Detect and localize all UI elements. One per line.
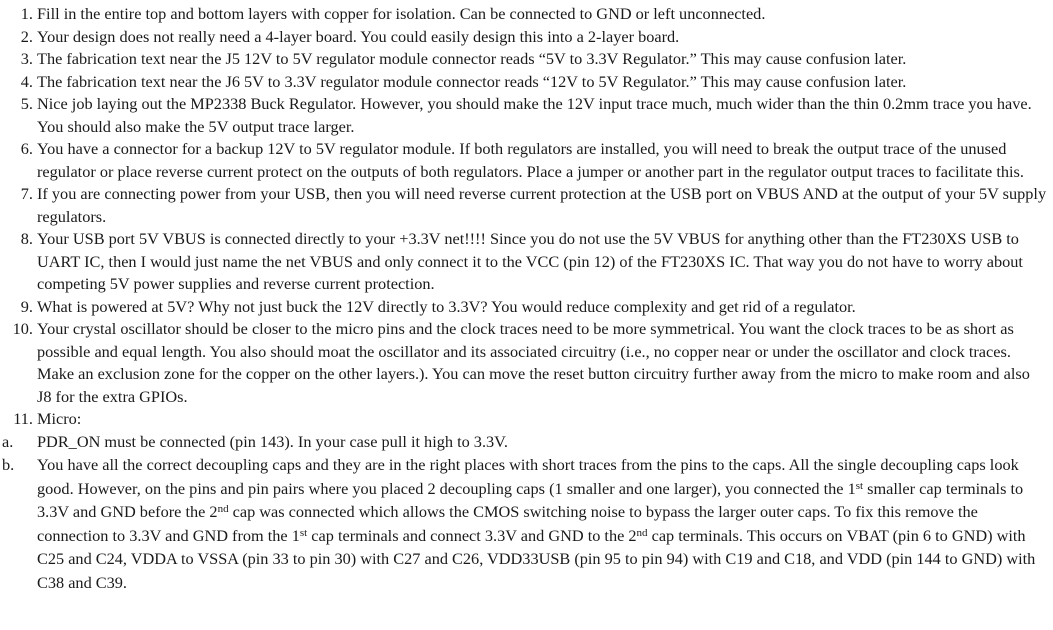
list-text: Your design does not really need a 4-layer board. You could easily design this into a 2-layer board. — [37, 26, 680, 46]
sub-letter: a. — [2, 431, 14, 451]
superscript: nd — [636, 526, 648, 539]
list-item — [0, 71, 1053, 94]
sub-text: PDR_ON must be connected (pin 143). In your case pull it high to 3.3V. — [37, 431, 508, 451]
superscript: st — [299, 526, 308, 539]
list-number: 6. — [20, 139, 33, 158]
list-text: Fill in the entire top and bottom layers with copper for isolation. Can be connected to GND or left unconnected. — [37, 4, 766, 23]
list-number: 2. — [20, 26, 33, 46]
sub-item — [0, 453, 1053, 594]
list-item — [0, 138, 1053, 183]
list-number: 7. — [20, 184, 33, 203]
sub-item — [0, 431, 1053, 454]
list-number: 10. — [12, 319, 33, 338]
sub-text-part: smaller cap terminals to 3.3V and GND before the 2 — [37, 478, 1024, 521]
sub-text-part: You have all the correct decoupling caps and they are in the right places with short traces from the pins to the caps. All the single decoupling caps look good. However, on the pins and pin pairs where you placed 2 decoupling caps (1 smaller and one larger), you connected the 1 — [37, 455, 1019, 498]
sub-text-part: cap terminals. This occurs on VBAT (pin 6 to GND) with C25 and C24, VDDA to VSSA (pin 33 to pin 30) with C27 and C26, VDD33USB (pin 95 to pin 94) with C19 and C18, and VDD (pin 144 to GND) with C38 and C39. — [37, 525, 1036, 592]
list-text: What is powered at 5V? Why not just buck the 12V directly to 3.3V? You would reduce complexity and get rid of a regulator. — [37, 296, 856, 316]
superscript: st — [855, 479, 864, 492]
list-item — [0, 93, 1053, 138]
list-item — [0, 48, 1053, 71]
list-item — [0, 228, 1053, 296]
list-text: Nice job laying out the MP2338 Buck Regulator. However, you should make the 12V input trace much, much wider than the thin 0.2mm trace you have. You should also make the 5V output trace larger. — [37, 94, 1032, 136]
list-number: 5. — [20, 94, 33, 113]
list-item — [0, 296, 1053, 319]
list-text: Your USB port 5V VBUS is connected directly to your +3.3V net!!!! Since you do not use the 5V VBUS for anything other than the FT230XS USB to UART IC, then I would just name the net VBUS and only connect it to the VCC (pin 12) of the FT230XS IC. That way you do not have to worry about competing 5V power supplies and reverse current protection. — [37, 229, 1023, 293]
list-number: 4. — [20, 71, 33, 91]
list-text: If you are connecting power from your USB, then you will need reverse current protection at the USB port on VBUS AND at the output of your 5V supply regulators. — [37, 184, 1047, 226]
list-number: 1. — [20, 4, 33, 23]
list-text: Your crystal oscillator should be closer to the micro pins and the clock traces need to be more symmetrical. You want the clock traces to be as short as possible and equal length. You also should moat the oscillator and its associated circuitry (i.e., no copper near or under the oscillator and clock traces. Make an exclusion zone for the copper on the other layers.). You can move the reset button circuitry further away from the micro to make room and also J8 for the extra GPIOs. — [37, 319, 1030, 406]
sub-letter: b. — [2, 455, 15, 474]
list-item — [0, 183, 1053, 228]
superscript: nd — [217, 503, 229, 515]
list-item — [0, 318, 1053, 408]
list-item — [0, 408, 1053, 431]
list-item — [0, 26, 1053, 49]
list-text: You have a connector for a backup 12V to 5V regulator module. If both regulators are installed, you will need to break the output trace of the unused regulator or place reverse current protect on the outputs of both regulators. Place a jumper or another part in the regulator output traces to facilitate this. — [37, 139, 1024, 181]
list-text: Micro: — [37, 409, 82, 428]
list-text: The fabrication text near the J6 5V to 3.3V regulator module connector reads “12V to 5V Regulator.” This may cause confusion later. — [37, 71, 907, 91]
sub-text-part: cap terminals and connect 3.3V and GND to the 2 — [307, 525, 637, 545]
list-number: 3. — [20, 49, 33, 68]
sub-text-part: cap was connected which allows the CMOS switching noise to bypass the larger outer caps. To fix this remove the connection to 3.3V and GND from the 1 — [37, 502, 978, 545]
list-number: 9. — [20, 296, 33, 316]
list-number: 8. — [20, 229, 33, 248]
list-number: 11. — [13, 409, 33, 428]
list-text: The fabrication text near the J5 12V to 5V regulator module connector reads “5V to 3.3V Regulator.” This may cause confusion later. — [37, 49, 907, 68]
document-body — [0, 3, 1053, 594]
list-item — [0, 3, 1053, 26]
